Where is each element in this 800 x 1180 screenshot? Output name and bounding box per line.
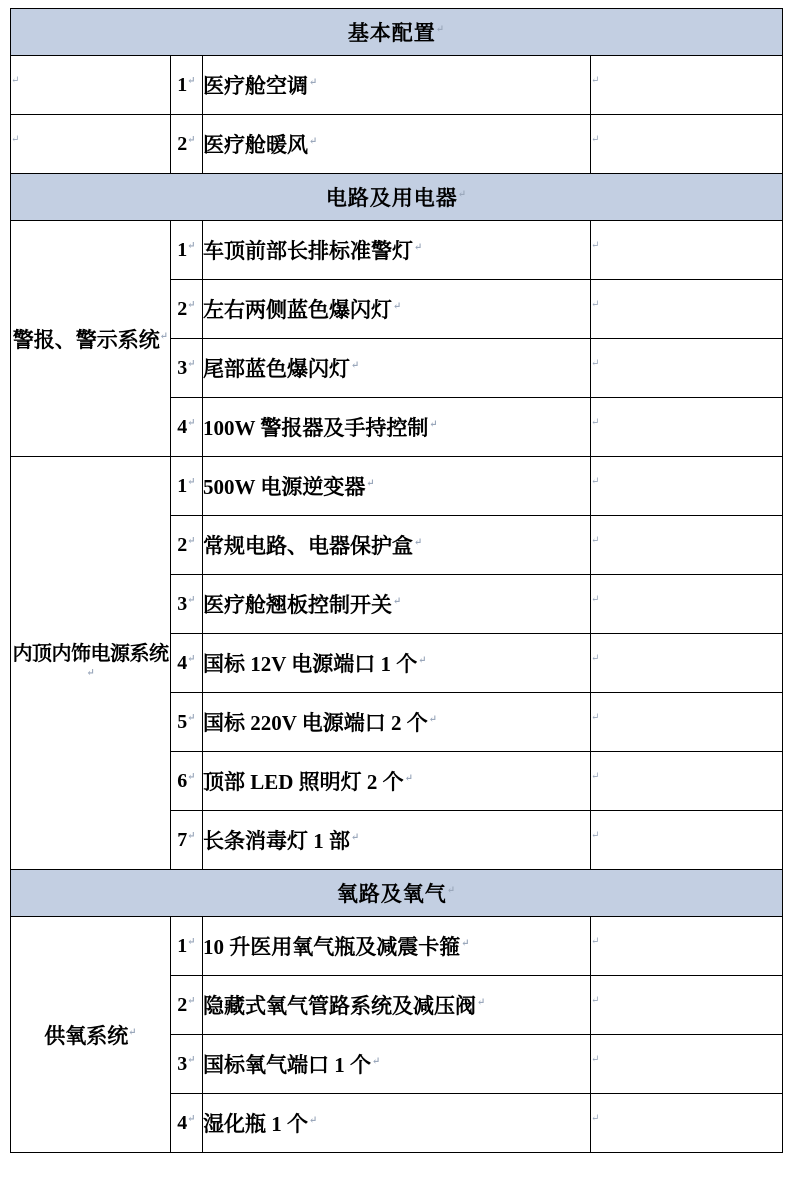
item-number-text: 3 (177, 592, 188, 615)
item-number-text: 2 (177, 297, 188, 320)
item-number-cell (171, 221, 203, 280)
item-name-cell (203, 115, 591, 174)
item-name-cell (203, 917, 591, 976)
paragraph-mark-icon: ↵ (11, 134, 20, 146)
paragraph-mark-icon: ↵ (187, 357, 196, 369)
paragraph-mark-icon: ↵ (187, 239, 196, 251)
item-number-text: 3 (177, 1052, 188, 1075)
group-label-cell (11, 56, 171, 115)
item-name-cell (203, 811, 591, 870)
paragraph-mark-icon: ↵ (591, 476, 600, 488)
item-note-cell (591, 634, 783, 693)
item-name-text: 左右两侧蓝色爆闪灯 (203, 298, 392, 322)
item-number-cell (171, 280, 203, 339)
paragraph-mark-icon: ↵ (187, 829, 196, 841)
item-name-cell (203, 56, 591, 115)
item-name-cell (203, 1094, 591, 1153)
table-row (11, 115, 783, 174)
item-number-text: 2 (177, 132, 188, 155)
section-heading-row (11, 174, 783, 221)
item-number-cell (171, 811, 203, 870)
paragraph-mark-icon: ↵ (187, 298, 196, 310)
item-number-cell (171, 56, 203, 115)
item-note-cell (591, 917, 783, 976)
item-number-text: 5 (177, 710, 188, 733)
paragraph-mark-icon: ↵ (128, 1026, 137, 1038)
section-heading-cell (11, 174, 783, 221)
paragraph-mark-icon: ↵ (393, 596, 402, 607)
paragraph-mark-icon: ↵ (591, 240, 600, 252)
item-name-cell (203, 634, 591, 693)
item-number-cell (171, 1094, 203, 1153)
paragraph-mark-icon: ↵ (187, 994, 196, 1006)
paragraph-mark-icon: ↵ (428, 714, 438, 725)
item-name-text: 长条消毒灯 1 部 (203, 829, 350, 853)
paragraph-mark-icon: ↵ (187, 534, 196, 546)
item-name-text: 国标 12V 电源端口 1 个 (203, 652, 418, 676)
table-row (11, 221, 783, 280)
item-number-cell (171, 457, 203, 516)
paragraph-mark-icon: ↵ (187, 1053, 196, 1065)
paragraph-mark-icon: ↵ (591, 535, 600, 547)
item-number-cell (171, 398, 203, 457)
group-label-cell (11, 917, 171, 1153)
paragraph-mark-icon: ↵ (591, 830, 600, 842)
paragraph-mark-icon: ↵ (372, 1056, 381, 1067)
item-name-text: 常规电路、电器保护盒 (203, 534, 413, 558)
item-number-cell (171, 976, 203, 1035)
item-note-cell (591, 221, 783, 280)
group-label-text: 供氧系统 (44, 1023, 129, 1048)
item-note-cell (591, 339, 783, 398)
paragraph-mark-icon: ↵ (457, 189, 468, 200)
item-name-text: 500W 电源逆变器 (203, 475, 366, 499)
section-heading-cell (11, 9, 783, 56)
paragraph-mark-icon: ↵ (187, 770, 196, 782)
item-note-cell (591, 280, 783, 339)
item-number-text: 1 (177, 238, 188, 261)
item-name-text: 医疗舱空调 (203, 74, 308, 98)
item-note-cell (591, 516, 783, 575)
paragraph-mark-icon: ↵ (159, 330, 169, 342)
item-note-cell (591, 1094, 783, 1153)
paragraph-mark-icon: ↵ (309, 136, 318, 147)
paragraph-mark-icon: ↵ (429, 419, 438, 430)
section-heading-row (11, 9, 783, 56)
item-name-text: 尾部蓝色爆闪灯 (203, 357, 350, 381)
paragraph-mark-icon: ↵ (11, 75, 20, 87)
item-name-text: 湿化瓶 1 个 (203, 1112, 308, 1136)
item-note-cell (591, 1035, 783, 1094)
item-name-cell (203, 976, 591, 1035)
item-number-cell (171, 634, 203, 693)
paragraph-mark-icon: ↵ (404, 773, 414, 784)
item-name-cell (203, 280, 591, 339)
paragraph-mark-icon: ↵ (187, 416, 196, 428)
paragraph-mark-icon: ↵ (591, 594, 600, 606)
item-number-cell (171, 693, 203, 752)
item-number-cell (171, 752, 203, 811)
item-number-cell (171, 1035, 203, 1094)
section-heading-text: 电路及用电器 (325, 186, 458, 210)
paragraph-mark-icon: ↵ (351, 360, 360, 371)
item-name-cell (203, 457, 591, 516)
item-number-text: 7 (177, 828, 188, 851)
item-name-text: 国标氧气端口 1 个 (203, 1053, 371, 1077)
paragraph-mark-icon: ↵ (591, 417, 600, 429)
paragraph-mark-icon: ↵ (187, 593, 196, 605)
item-name-text: 隐藏式氧气管路系统及减压阀 (203, 994, 476, 1018)
item-number-text: 6 (177, 769, 188, 792)
group-label-text: 内顶内饰电源系统 (12, 643, 169, 665)
item-name-text: 10 升医用氧气瓶及减震卡箍 (203, 935, 461, 959)
section-heading-text: 基本配置 (347, 21, 436, 45)
paragraph-mark-icon: ↵ (351, 832, 360, 843)
item-name-cell (203, 693, 591, 752)
section-heading-cell (11, 870, 783, 917)
paragraph-mark-icon: ↵ (461, 938, 470, 949)
item-name-cell (203, 398, 591, 457)
item-note-cell (591, 976, 783, 1035)
table-row (11, 56, 783, 115)
item-note-cell (591, 752, 783, 811)
paragraph-mark-icon: ↵ (187, 935, 196, 947)
paragraph-mark-icon: ↵ (591, 134, 600, 146)
paragraph-mark-icon: ↵ (591, 712, 600, 724)
paragraph-mark-icon: ↵ (86, 667, 95, 679)
item-name-cell (203, 752, 591, 811)
item-number-cell (171, 115, 203, 174)
item-note-cell (591, 457, 783, 516)
paragraph-mark-icon: ↵ (187, 133, 196, 145)
item-number-text: 2 (177, 533, 188, 556)
document-page (0, 8, 800, 1180)
paragraph-mark-icon: ↵ (446, 885, 457, 896)
item-name-cell (203, 1035, 591, 1094)
group-label-cell (11, 457, 171, 870)
paragraph-mark-icon: ↵ (591, 1113, 600, 1125)
item-name-cell (203, 516, 591, 575)
item-note-cell (591, 398, 783, 457)
item-name-cell (203, 221, 591, 280)
item-name-text: 国标 220V 电源端口 2 个 (203, 711, 428, 735)
item-number-text: 4 (177, 1111, 188, 1134)
table-row (11, 917, 783, 976)
specification-table (10, 8, 783, 1153)
item-name-text: 顶部 LED 照明灯 2 个 (203, 770, 404, 794)
table-row (11, 457, 783, 516)
item-number-text: 3 (177, 356, 188, 379)
paragraph-mark-icon: ↵ (591, 936, 600, 948)
paragraph-mark-icon: ↵ (414, 537, 423, 548)
item-note-cell (591, 575, 783, 634)
paragraph-mark-icon: ↵ (187, 1112, 196, 1124)
item-name-text: 医疗舱翘板控制开关 (203, 593, 392, 617)
item-number-text: 1 (177, 934, 188, 957)
item-number-cell (171, 339, 203, 398)
group-label-cell (11, 115, 171, 174)
item-name-text: 100W 警报器及手持控制 (203, 416, 429, 440)
paragraph-mark-icon: ↵ (393, 301, 402, 312)
paragraph-mark-icon: ↵ (187, 74, 196, 86)
section-heading-text: 氧路及氧气 (336, 882, 447, 906)
item-number-text: 1 (177, 73, 188, 96)
item-number-text: 4 (177, 415, 188, 438)
item-number-cell (171, 575, 203, 634)
item-number-cell (171, 917, 203, 976)
paragraph-mark-icon: ↵ (591, 299, 600, 311)
paragraph-mark-icon: ↵ (591, 358, 600, 370)
item-number-text: 4 (177, 651, 188, 674)
section-heading-row (11, 870, 783, 917)
paragraph-mark-icon: ↵ (435, 24, 446, 35)
item-note-cell (591, 811, 783, 870)
paragraph-mark-icon: ↵ (591, 653, 600, 665)
paragraph-mark-icon: ↵ (414, 242, 423, 253)
item-note-cell (591, 693, 783, 752)
item-note-cell (591, 115, 783, 174)
item-name-cell (203, 339, 591, 398)
paragraph-mark-icon: ↵ (418, 655, 427, 666)
paragraph-mark-icon: ↵ (591, 1054, 600, 1066)
group-label-cell (11, 221, 171, 457)
paragraph-mark-icon: ↵ (591, 995, 600, 1007)
paragraph-mark-icon: ↵ (309, 1115, 318, 1126)
paragraph-mark-icon: ↵ (477, 997, 486, 1008)
paragraph-mark-icon: ↵ (187, 711, 196, 723)
item-name-cell (203, 575, 591, 634)
item-number-text: 2 (177, 993, 188, 1016)
paragraph-mark-icon: ↵ (591, 771, 600, 783)
paragraph-mark-icon: ↵ (187, 475, 196, 487)
item-name-text: 医疗舱暖风 (203, 133, 308, 157)
item-note-cell (591, 56, 783, 115)
group-label-text: 警报、警示系统 (12, 327, 160, 352)
item-name-text: 车顶前部长排标准警灯 (203, 239, 413, 263)
paragraph-mark-icon: ↵ (366, 478, 375, 489)
paragraph-mark-icon: ↵ (591, 75, 600, 87)
item-number-text: 1 (177, 474, 188, 497)
paragraph-mark-icon: ↵ (187, 652, 196, 664)
paragraph-mark-icon: ↵ (309, 77, 318, 88)
item-number-cell (171, 516, 203, 575)
